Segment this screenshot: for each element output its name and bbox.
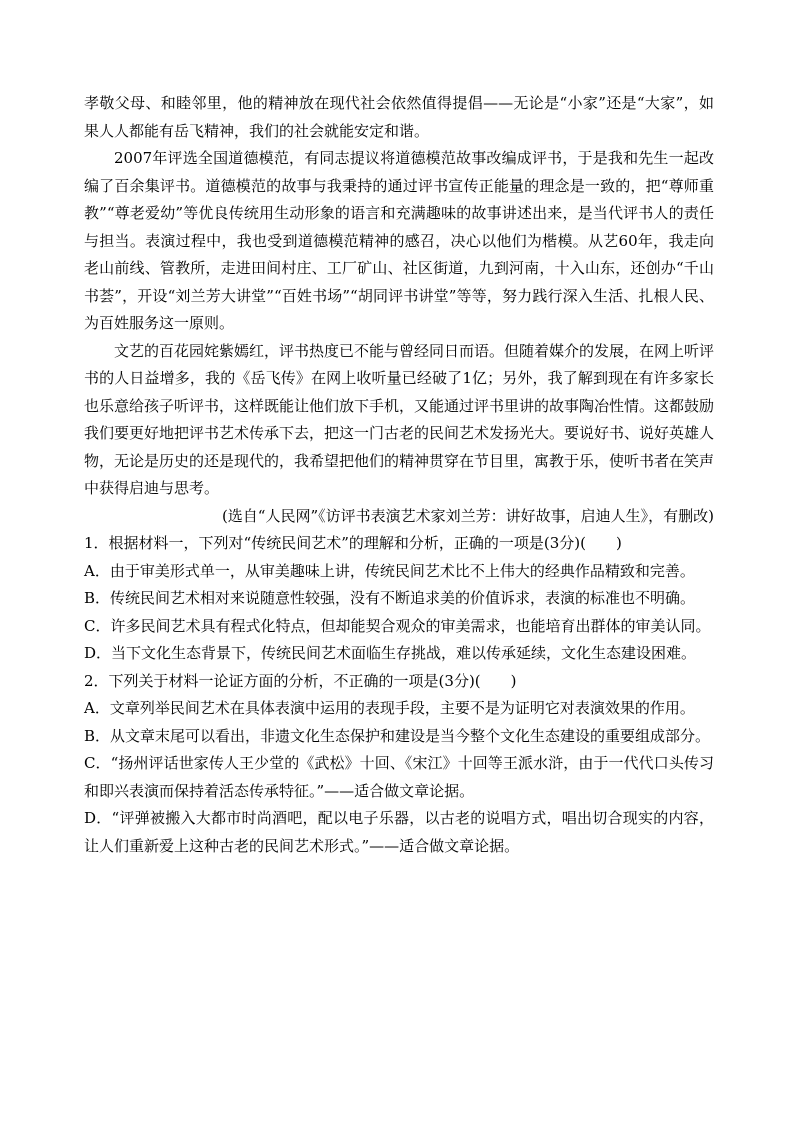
option-a: A．文章列举民间艺术在具体表演中运用的表现手段，主要不是为证明它对表演效果的作用。: [84, 699, 695, 717]
source-citation: (选自“人民网”《访评书表演艺术家刘兰芳：讲好故事，启迪人生》，有删改): [221, 506, 714, 525]
question-2: [84, 668, 714, 861]
option-b: B．从文章末尾可以看出，非遗文化生态保护和建设是当今整个文化生态建设的重要组成部分。: [84, 726, 711, 745]
passage-paragraph: 文艺的百花园姹紫嫣红，评书热度已不能与曾经同日而语。但随着媒介的发展，在网上听评书的人日益增多，我的《岳飞传》在网上收听量已经破了1亿；另外，我了解到现在有许多家长也乐意给孩子听评书，这样既能让他们放下手机，又能通过评书里讲的故事陶冶性情。这都鼓励我们要更好地把评书艺术传承下去，把这一门古老的民间艺术发扬光大。要说好书、说好英雄人物，无论是历史的还是现代的，我希望把他们的精神贯穿在节目里，寓教于乐，使听书者在笑声中获得启迪与思考。: [84, 341, 715, 497]
passage-paragraph: 2007年评选全国道德模范，有同志提议将道德模范故事改编成评书，于是我和先生一起改编了百余集评书。道德模范的故事与我秉持的通过评书宣传正能量的理念是一致的，把“尊师重教”“尊老爱幼”等优良传统用生动形象的语言和充满趣味的故事讲述出来，是当代评书人的责任与担当。表演过程中，我也受到道德模范精神的感召，决心以他们为楷模。从艺60年，我走向老山前线、管教所，走进田间村庄、工厂矿山、社区街道，九到河南，十入山东，还创办“千山书荟”，开设“刘兰芳大讲堂”“百姓书场”“胡同评书讲堂”等等，努力践行深入生活、扎根人民、为百姓服务这一原则。: [84, 149, 714, 332]
question-stem: 2．下列关于材料一论证方面的分析，不正确的一项是(3分)( ): [84, 671, 517, 690]
option-d: D．“评弹被搬入大都市时尚酒吧，配以电子乐器，以古老的说唱方式，唱出切合现实的内容，让人们重新爱上这种古老的民间艺术形式。”——适合做文章论据。: [84, 809, 714, 855]
option-b: B．传统民间艺术相对来说随意性较强，没有不断追求美的价值诉求，表演的标准也不明确。: [84, 589, 696, 607]
option-d: D．当下文化生态背景下，传统民间艺术面临生存挑战，难以传承延续，文化生态建设困难。: [84, 644, 697, 662]
option-c: C．许多民间艺术具有程式化特点，但却能契合观众的审美需求，也能培育出群体的审美认同。: [84, 616, 711, 635]
document-body: [84, 90, 714, 860]
question-stem: 1．根据材料一，下列对“传统民间艺术”的理解和分析，正确的一项是(3分)( ): [84, 534, 622, 552]
passage-paragraph: 孝敬父母、和睦邻里，他的精神放在现代社会依然值得提倡——无论是“小家”还是“大家”，如果人人都能有岳飞精神，我们的社会就能安定和谐。: [84, 94, 714, 140]
question-1: [84, 530, 714, 668]
option-a: A．由于审美形式单一，从审美趣味上讲，传统民间艺术比不上伟大的经典作品精致和完善。: [84, 561, 695, 580]
option-c: C．“扬州评话世家传人王少堂的《武松》十回、《宋江》十回等王派水浒，由于一代代口头传习和即兴表演而保持着活态传承特征。”——适合做文章论据。: [84, 754, 714, 800]
